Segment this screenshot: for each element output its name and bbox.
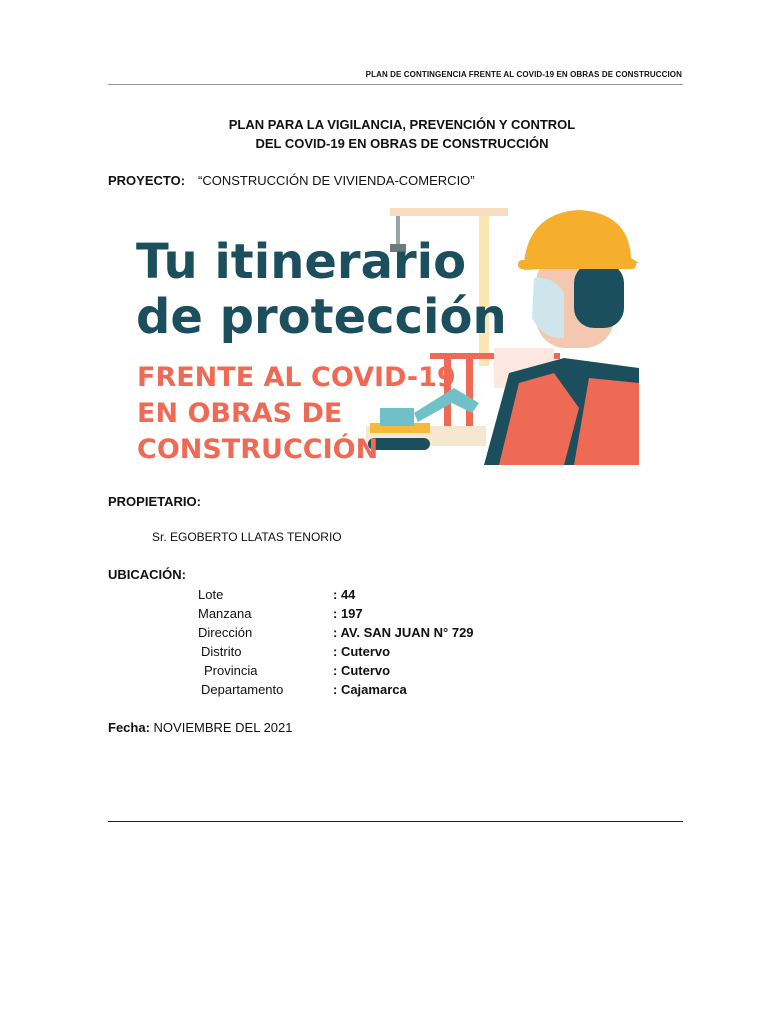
running-header: PLAN DE CONTINGENCIA FRENTE AL COVID-19 EN OBRAS DE CONSTRUCCION [365,70,682,79]
ubicacion-key-direccion: Dirección [198,625,253,640]
covid-banner-image [134,208,639,465]
banner-line-3: FRENTE AL COVID-19 [137,362,456,393]
banner-line-2: de protección [136,289,507,345]
ubicacion-value-manzana: : 197 [333,606,363,621]
banner-line-4: EN OBRAS DE [137,398,343,429]
ubicacion-key-manzana: Manzana [198,606,252,621]
ubicacion-label: UBICACIÓN: [108,567,186,582]
document-title-line-1: PLAN PARA LA VIGILANCIA, PREVENCIÓN Y CONTROL [228,117,576,132]
fecha-label: Fecha: [108,720,150,735]
ubicacion-key-lote: Lote [198,587,224,602]
ubicacion-value-direccion: : AV. SAN JUAN N° 729 [333,625,474,640]
ubicacion-key-departamento: Departamento [201,682,284,697]
proyecto-value: “CONSTRUCCIÓN DE VIVIENDA-COMERCIO” [198,173,475,188]
banner-line-1: Tu itinerario [136,234,467,290]
ubicacion-value-provincia: : Cutervo [333,663,391,678]
footer-rule [108,821,683,822]
ubicacion-value-lote: : 44 [333,587,356,602]
ubicacion-value-distrito: : Cutervo [333,644,391,659]
propietario-label: PROPIETARIO: [108,494,201,509]
header-rule [108,84,683,85]
fecha-line [108,720,293,735]
ubicacion-key-provincia: Provincia [204,663,258,678]
document-title-line-2: DEL COVID-19 EN OBRAS DE CONSTRUCCIÓN [255,136,549,151]
fecha-value: NOVIEMBRE DEL 2021 [153,720,293,735]
ubicacion-value-departamento: : Cajamarca [333,682,407,697]
proyecto-label: PROYECTO: [108,173,186,188]
banner-line-5: CONSTRUCCIÓN [137,434,379,465]
ubicacion-key-distrito: Distrito [201,644,242,659]
propietario-name: Sr. EGOBERTO LLATAS TENORIO [152,530,342,544]
